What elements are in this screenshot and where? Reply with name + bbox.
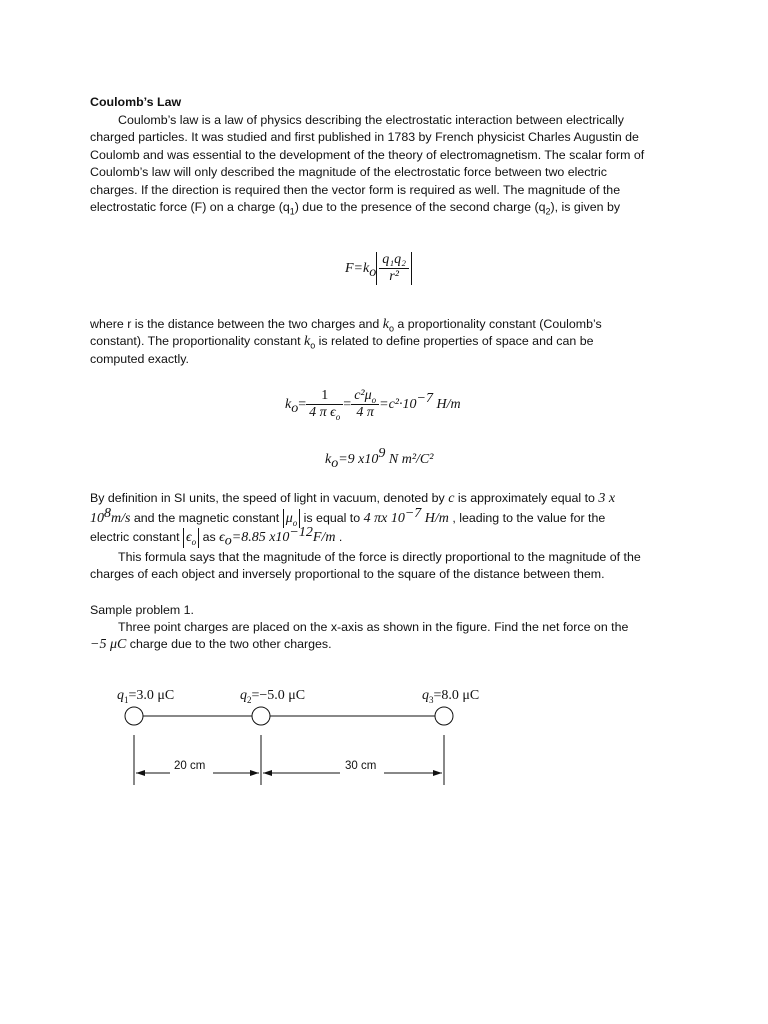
intro-text-end: ), is given by <box>550 200 621 215</box>
para3-text-g: as <box>199 530 220 544</box>
eq1-lhs: F=k <box>345 260 370 276</box>
para3-text-d: and the magnetic constant <box>130 510 283 525</box>
para3-text-b: is approximately equal to <box>454 491 599 505</box>
eq2-frac2-num-sub: o <box>371 394 377 405</box>
para2-ksub: o <box>388 323 394 334</box>
para3-c: c <box>448 491 455 506</box>
para3-mu-unit: H/m <box>421 510 449 526</box>
sample-text-a: Three point charges are placed on the x-axis as shown in the figure. Find the net force on the <box>118 620 629 634</box>
para3-text-a: By definition in SI units, the speed of light in vacuum, denoted by <box>90 491 449 505</box>
eq2-frac1-den: 4 π ϵ <box>309 405 336 420</box>
paragraph-4: This formula says that the magnitude of the force is directly proportional to the magnitude of the charges of each object and inversely proportional to the square of the distance between them. <box>90 550 641 582</box>
eq3-lhs: k <box>325 452 332 467</box>
para3-eps-value: =8.85 x10 <box>231 530 290 545</box>
eq2-rhs-unit: H/m <box>432 396 461 412</box>
eq3-unit: N m²/C² <box>385 452 434 467</box>
para3-speed-unit: m/s <box>111 510 131 526</box>
eq3-sub: o <box>331 456 339 471</box>
para2-text-c: is related to define properties of space and can be computed exactly. <box>90 334 594 366</box>
para3-eps: ϵ <box>185 530 192 545</box>
para3-eps-unit: F/m <box>312 530 336 545</box>
eq2-lhs: k <box>285 396 292 412</box>
para3-text-e: is equal to <box>300 510 364 525</box>
charge-q3-circle <box>435 707 453 725</box>
para2-text-a: where r is the distance between the two charges and <box>90 317 383 331</box>
sample-problem-title: Sample problem 1. <box>90 603 194 617</box>
para2-k: k <box>382 317 389 332</box>
para2-ksub2: o <box>310 340 316 351</box>
para2-k2: k <box>303 334 311 350</box>
para3-eps2: ϵ <box>219 530 225 545</box>
eq3-rhs: =9 x10 <box>338 452 379 467</box>
intro-text: Coulomb’s law is a law of physics describing the electrostatic interaction between electrically charged particles. It was studied and first published in 1783 by French physicist Charles Augustin de Coulomb and was essential to the development of the theory of electromagnetism. The scalar form of Coulomb’s law will only described the magnitude of the electrostatic force between two electric charges. If the direction is required then the vector form is required as well. The magnitude of the electrostatic force (F) on a charge (q <box>90 113 645 215</box>
eq2-frac2-num: c²μ <box>354 388 372 403</box>
eq1-numerator: q₁q₂ <box>382 252 406 267</box>
eq2-lhs-sub: o <box>291 400 299 416</box>
dim1-right-arrow <box>250 770 259 776</box>
para2-text-b: a proportionality constant (Coulomb’s constant). The proportionality constant <box>90 317 602 349</box>
para3-mu-value: 4 πx 10 <box>363 510 405 526</box>
q1-label: $q_1=3.0$ μC <box>117 688 175 705</box>
eq2-frac2-den: 4 π <box>351 404 379 421</box>
eq2-rhs: =c²·10 <box>379 396 417 412</box>
intro-text-mid: ) due to the presence of the second charge (q <box>294 200 546 215</box>
section-heading: Coulomb’s Law <box>90 95 182 109</box>
charge-q2-circle <box>252 707 270 725</box>
eq2-rhs-exp: −7 <box>416 390 433 406</box>
para3-mu: μ <box>285 510 293 526</box>
permittivity-equation: $k_o=$ $\frac{1}{4 \pi \epsilon_o}$ = $\frac{c^2\mu_o}{4 \pi}$ $=c^2\cdot 10^{-7}$ H/m <box>285 388 461 422</box>
dim1-left-arrow <box>136 770 145 776</box>
eq3-exp: 9 <box>378 446 386 461</box>
eq1-denominator: r² <box>379 268 409 285</box>
dim2-left-arrow <box>263 770 272 776</box>
para3-text-h: . <box>335 530 343 544</box>
distance-label-2: 30 cm <box>345 760 377 772</box>
para3-speed: 3 x 10 <box>90 491 616 526</box>
para3-eps2-sub: o <box>224 533 232 549</box>
para3-eps-sub: o <box>191 536 197 547</box>
para3-speed-exp: 8 <box>104 505 111 521</box>
charge-q1-circle <box>125 707 143 725</box>
eq1-sub: o <box>369 264 377 280</box>
sample-charge: −5 μC <box>90 637 127 652</box>
q2-label: $q_2=-5.0$ μC <box>240 688 306 705</box>
para3-mu-exp: −7 <box>404 505 422 521</box>
eq2-frac1-num: 1 <box>321 388 329 403</box>
intro-sub-2: 2 <box>545 206 551 217</box>
para3-mu-sub: o <box>292 517 298 528</box>
intro-sub-1: 1 <box>289 206 295 217</box>
para3-text-f: , leading to the value for the electric constant <box>90 510 606 544</box>
distance-label-1: 20 cm <box>174 760 206 772</box>
sample-text-b: charge due to the two other charges. <box>126 637 332 651</box>
q3-label: $q_3=8.0$ μC <box>422 688 480 705</box>
eq2-frac1-den-sub: o <box>335 411 341 422</box>
para3-eps-exp: −12 <box>289 524 313 540</box>
dim2-right-arrow <box>433 770 442 776</box>
